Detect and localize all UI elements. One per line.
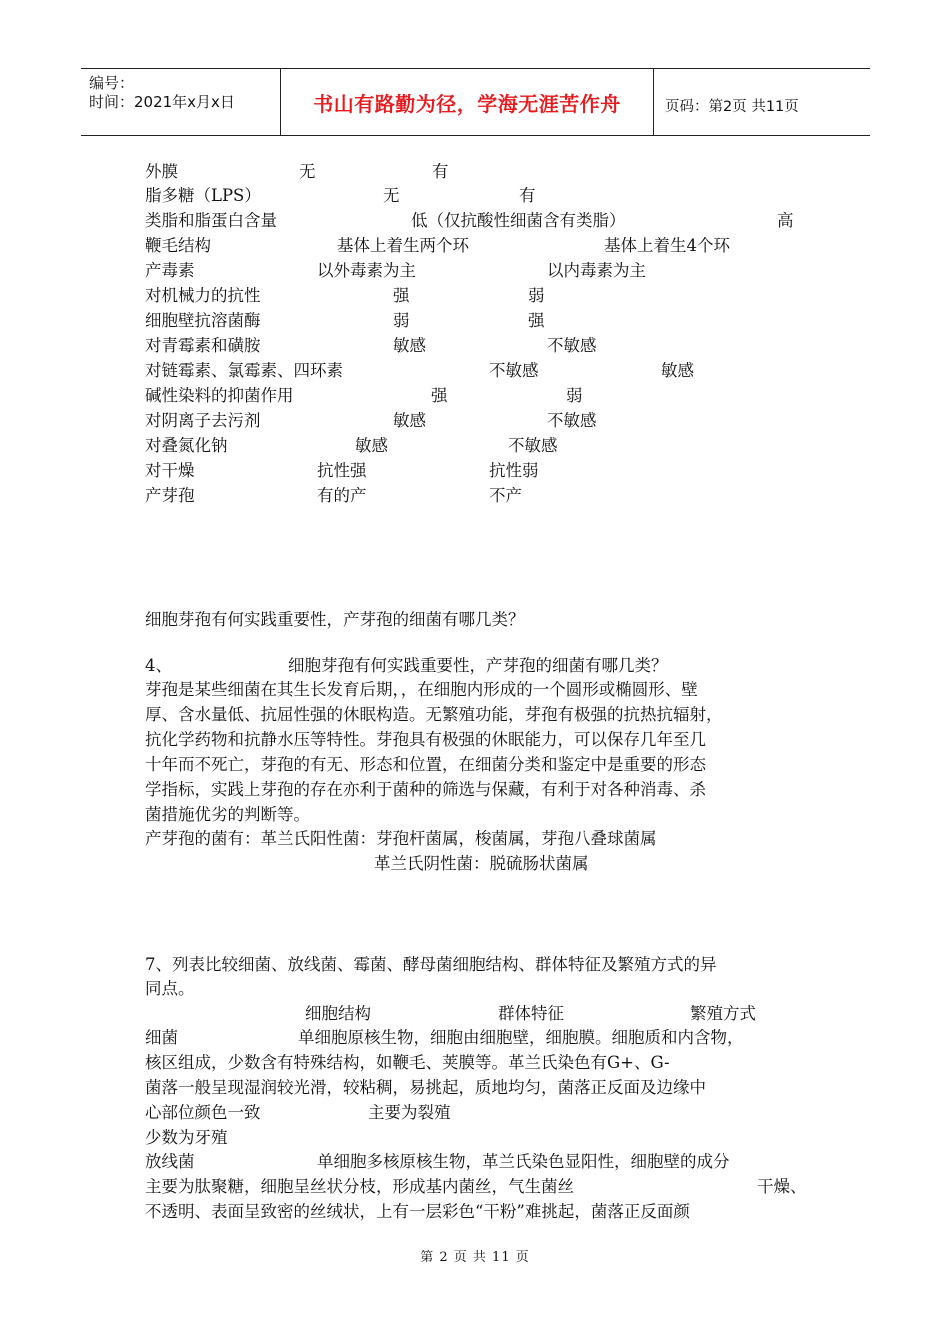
row-gram-positive: 以外毒素为主 [317,261,416,280]
row-property: 细胞壁抗溶菌酶 [145,311,261,330]
row-gram-negative: 抗性弱 [489,461,539,480]
row-gram-positive: 强 [431,386,448,405]
row-property: 脂多糖（LPS） [145,186,261,205]
row-property: 产芽孢 [145,486,195,505]
bacteria-label: 细菌 [145,1028,178,1047]
row-gram-negative: 有 [432,162,449,181]
bacteria-text: 少数为牙殖 [145,1128,228,1147]
header-meta-cell [81,69,281,135]
row-gram-positive: 抗性强 [317,461,367,480]
q4-answer-line: 十年而不死亡，芽孢的有无、形态和位置，在细菌分类和鉴定中是重要的形态 [145,755,706,774]
q4-title: 细胞芽孢有何实践重要性，产芽孢的细菌有哪几类？ [288,656,668,675]
row-gram-positive: 敏感 [393,411,426,430]
row-property: 类脂和脂蛋白含量 [145,211,277,230]
bacteria-text: 菌落一般呈现湿润较光滑，较粘稠，易挑起，质地均匀，菌落正反面及边缘中 [145,1078,706,1097]
row-gram-negative: 高 [777,211,794,230]
actinomycete-label: 放线菌 [145,1152,195,1171]
row-gram-negative: 不敏感 [547,336,597,355]
row-gram-positive: 无 [299,162,316,181]
q4-spore-positive: 产芽孢的菌有：革兰氏阳性菌：芽孢杆菌属，梭菌属，芽孢八叠球菌属 [145,829,657,848]
row-gram-negative: 弱 [566,386,583,405]
col-reproduction: 繁殖方式 [690,1004,756,1023]
row-gram-positive: 基体上着生两个环 [337,236,469,255]
row-property: 对干燥 [145,461,195,480]
actinomycete-colony: 干燥、 [757,1177,807,1196]
row-property: 产毒素 [145,261,195,280]
row-property: 碱性染料的抑菌作用 [145,386,294,405]
row-property: 对机械力的抗性 [145,286,261,305]
col-colony: 群体特征 [498,1004,564,1023]
q4-spore-negative: 革兰氏阴性菌：脱硫肠状菌属 [374,854,589,873]
row-gram-positive: 敏感 [355,436,388,455]
row-gram-positive: 有的产 [317,486,367,505]
q4-number: 4、 [145,656,172,675]
bacteria-reproduction: 主要为裂殖 [368,1103,451,1122]
number-label: 编号： [89,74,135,92]
row-gram-negative: 以内毒素为主 [547,261,646,280]
row-property: 对链霉素、氯霉素、四环素 [145,361,343,380]
row-gram-positive: 不敏感 [489,361,539,380]
row-property: 对阴离子去污剂 [145,411,261,430]
actinomycete-text: 主要为肽聚糖，细胞呈丝状分枝，形成基内菌丝，气生菌丝 [145,1177,574,1196]
row-gram-positive: 无 [383,186,400,205]
row-property: 对叠氮化钠 [145,436,228,455]
actinomycete-text: 不透明、表面呈致密的丝绒状，上有一层彩色“干粉”难挑起，菌落正反面颜 [145,1202,690,1221]
row-gram-negative: 不产 [489,486,522,505]
q4-answer-line: 学指标，实践上芽孢的存在亦利于菌种的筛选与保藏，有利于对各种消毒、杀 [145,780,706,799]
row-gram-positive: 敏感 [393,336,426,355]
row-gram-negative: 弱 [528,286,545,305]
page-header [81,68,870,136]
page-footer: 第 2 页 共 11 页 [420,1250,530,1265]
bacteria-text: 核区组成，少数含有特殊结构，如鞭毛、荚膜等。革兰氏染色有G+、G- [145,1053,670,1072]
bacteria-text: 单细胞原核生物，细胞由细胞壁，细胞膜。细胞质和内含物， [298,1028,744,1047]
row-gram-negative: 敏感 [661,361,694,380]
row-gram-positive: 低（仅抗酸性细菌含有类脂） [411,211,626,230]
row-property: 鞭毛结构 [145,236,211,255]
q4-answer-line: 菌措施优劣的判断等。 [145,805,310,824]
q7-title-line: 7、列表比较细菌、放线菌、霉菌、酵母菌细胞结构、群体特征及繁殖方式的异 [145,955,717,974]
q4-answer-line: 抗化学药物和抗静水压等特性。芽孢具有极强的休眠能力，可以保存几年至几 [145,730,706,749]
row-gram-positive: 强 [393,286,410,305]
row-property: 外膜 [145,162,178,181]
row-gram-negative: 不敏感 [547,411,597,430]
q7-title-line: 同点。 [145,979,195,998]
q4-answer-line: 芽孢是某些细菌在其生长发育后期，，在细胞内形成的一个圆形或椭圆形、壁 [145,680,698,699]
header-page-info: 页码：第2页 共11页 [665,99,799,115]
actinomycete-text: 单细胞多核原核生物，革兰氏染色显阳性，细胞壁的成分 [317,1152,730,1171]
row-gram-negative: 有 [519,186,536,205]
row-gram-negative: 不敏感 [508,436,558,455]
header-motto: 书山有路勤为径，学海无涯苦作舟 [281,69,654,135]
row-property: 对青霉素和磺胺 [145,336,261,355]
q4-answer-line: 厚、含水量低、抗屈性强的休眠构造。无繁殖功能，芽孢有极强的抗热抗辐射， [145,705,723,724]
row-gram-positive: 弱 [393,311,410,330]
time-label: 时间：2021年x月x日 [89,93,235,111]
q4-intro: 细胞芽孢有何实践重要性，产芽孢的细菌有哪几类？ [145,610,525,629]
bacteria-text: 心部位颜色一致 [145,1103,261,1122]
row-gram-negative: 基体上着生4个环 [604,236,730,255]
col-structure: 细胞结构 [305,1004,371,1023]
row-gram-negative: 强 [528,311,545,330]
